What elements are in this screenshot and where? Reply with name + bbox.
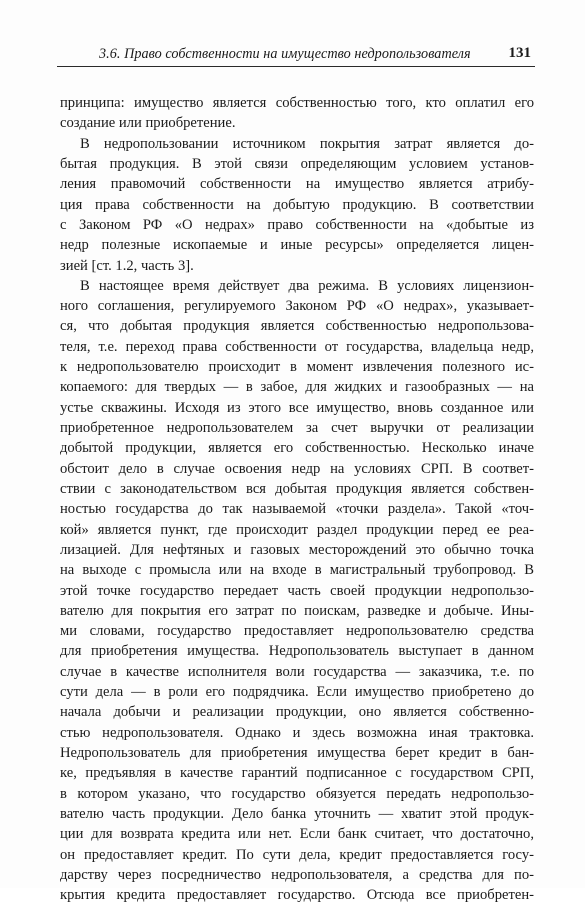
text-line: для приобретения имущества. Недропользователь выступает в данном (60, 643, 534, 660)
text-line: ствии с законодательством вся добытая продукция является собствен- (60, 480, 534, 497)
body-text (60, 93, 534, 906)
text-line: вателю для покрытия его затрат по поискам, разведке и добыче. Ины- (60, 602, 534, 619)
text-line: добытой продукции, является его собственностью. Несколько иначе (60, 440, 534, 457)
text-line: Недропользователь для приобретения имущества берет кредит в бан- (60, 745, 534, 761)
text-line: бытая продукция. В этой связи определяющим условием установ- (60, 155, 534, 172)
text-line: в котором указано, что государство обязуется передать недропользо- (60, 785, 534, 802)
page-number: 131 (508, 45, 531, 61)
text-line: ностью государства до так называемой «точки раздела». Такой «точ- (60, 501, 534, 518)
text-line: ся, что добытая продукция является собственностью недропользова- (60, 318, 534, 335)
text-line: принципа: имущество является собственностью того, кто оплатил его (60, 95, 534, 111)
text-line: к недропользователю происходит в момент извлечения полезного ис- (60, 359, 534, 376)
text-line: устье скважины. Исходя из этого все имущество, вновь созданное или (60, 399, 534, 416)
text-line: приобретенное недропользователем за счет выручки от реализации (60, 420, 534, 436)
text-line: зией [ст. 1.2, часть 3]. (60, 257, 194, 274)
text-line: ции для возврата кредита или нет. Если банк считает, что достаточно, (60, 826, 534, 843)
text-line: случае в качестве исполнителя воли государства — заказчика, т.е. по (60, 663, 534, 680)
text-line: В недропользовании источником покрытия затрат является до- (80, 135, 534, 152)
text-line: недр полезные ископаемые и иные ресурсы» определяется лицен- (60, 237, 534, 254)
text-line: обстоит дело в случае освоения недр на условиях СРП. В соответ- (60, 460, 534, 477)
text-line: ке, предъявляя в качестве гарантий подписанное с государством СРП, (60, 765, 534, 782)
text-line: ция права собственности на добытую продукцию. В соответствии (60, 196, 534, 213)
text-line: В настоящее время действует два режима. В условиях лицензион- (80, 277, 534, 294)
text-line: кой» является пункт, где происходит раздел продукции перед ее реа- (60, 521, 534, 538)
text-line: он предоставляет кредит. По сути дела, кредит предоставляется госу- (60, 846, 534, 863)
text-line: сути дела — в роли его подрядчика. Если имущество приобретено до (60, 684, 534, 701)
text-line: теля, т.е. переход права собственности от государства, владельца недр, (60, 338, 534, 355)
text-line: копаемого: для твердых — в забое, для жидких и газообразных — на (60, 379, 534, 396)
text-line: стью недропользователя. Однако и здесь возможна иная трактовка. (60, 724, 534, 741)
text-line: с Законом РФ «О недрах» право собственности на «добытые из (60, 216, 534, 233)
text-line: лизацией. Для нефтяных и газовых месторождений это обычно точка (60, 541, 534, 558)
section-title: 3.6. Право собственности на имущество недропользователя (99, 46, 471, 62)
text-line: ми словами, государство предоставляет недропользователю средства (60, 623, 534, 640)
text-line: вателю часть продукции. Дело банка уточнить — хватит этой продук- (60, 805, 534, 822)
running-head (57, 40, 535, 67)
text-line: ного соглашения, регулируемого Законом РФ «О недрах», указывает- (60, 298, 534, 315)
text-line: ления правомочий собственности на имущество является атрибу- (60, 176, 534, 193)
text-line: крытия кредита предоставляет государство. Отсюда все приобретен- (60, 887, 534, 904)
text-line: этой точке государство передает часть своей продукции недропользо- (60, 582, 534, 599)
text-line: дарству через посредничество недропользователя, а средства для по- (60, 866, 534, 883)
text-line: на выходе с промысла или на входе в магистральный трубопровод. В (60, 562, 534, 579)
text-line: создание или приобретение. (60, 115, 236, 132)
text-line: начала добычи и реализации продукции, оно является собственно- (60, 704, 534, 721)
